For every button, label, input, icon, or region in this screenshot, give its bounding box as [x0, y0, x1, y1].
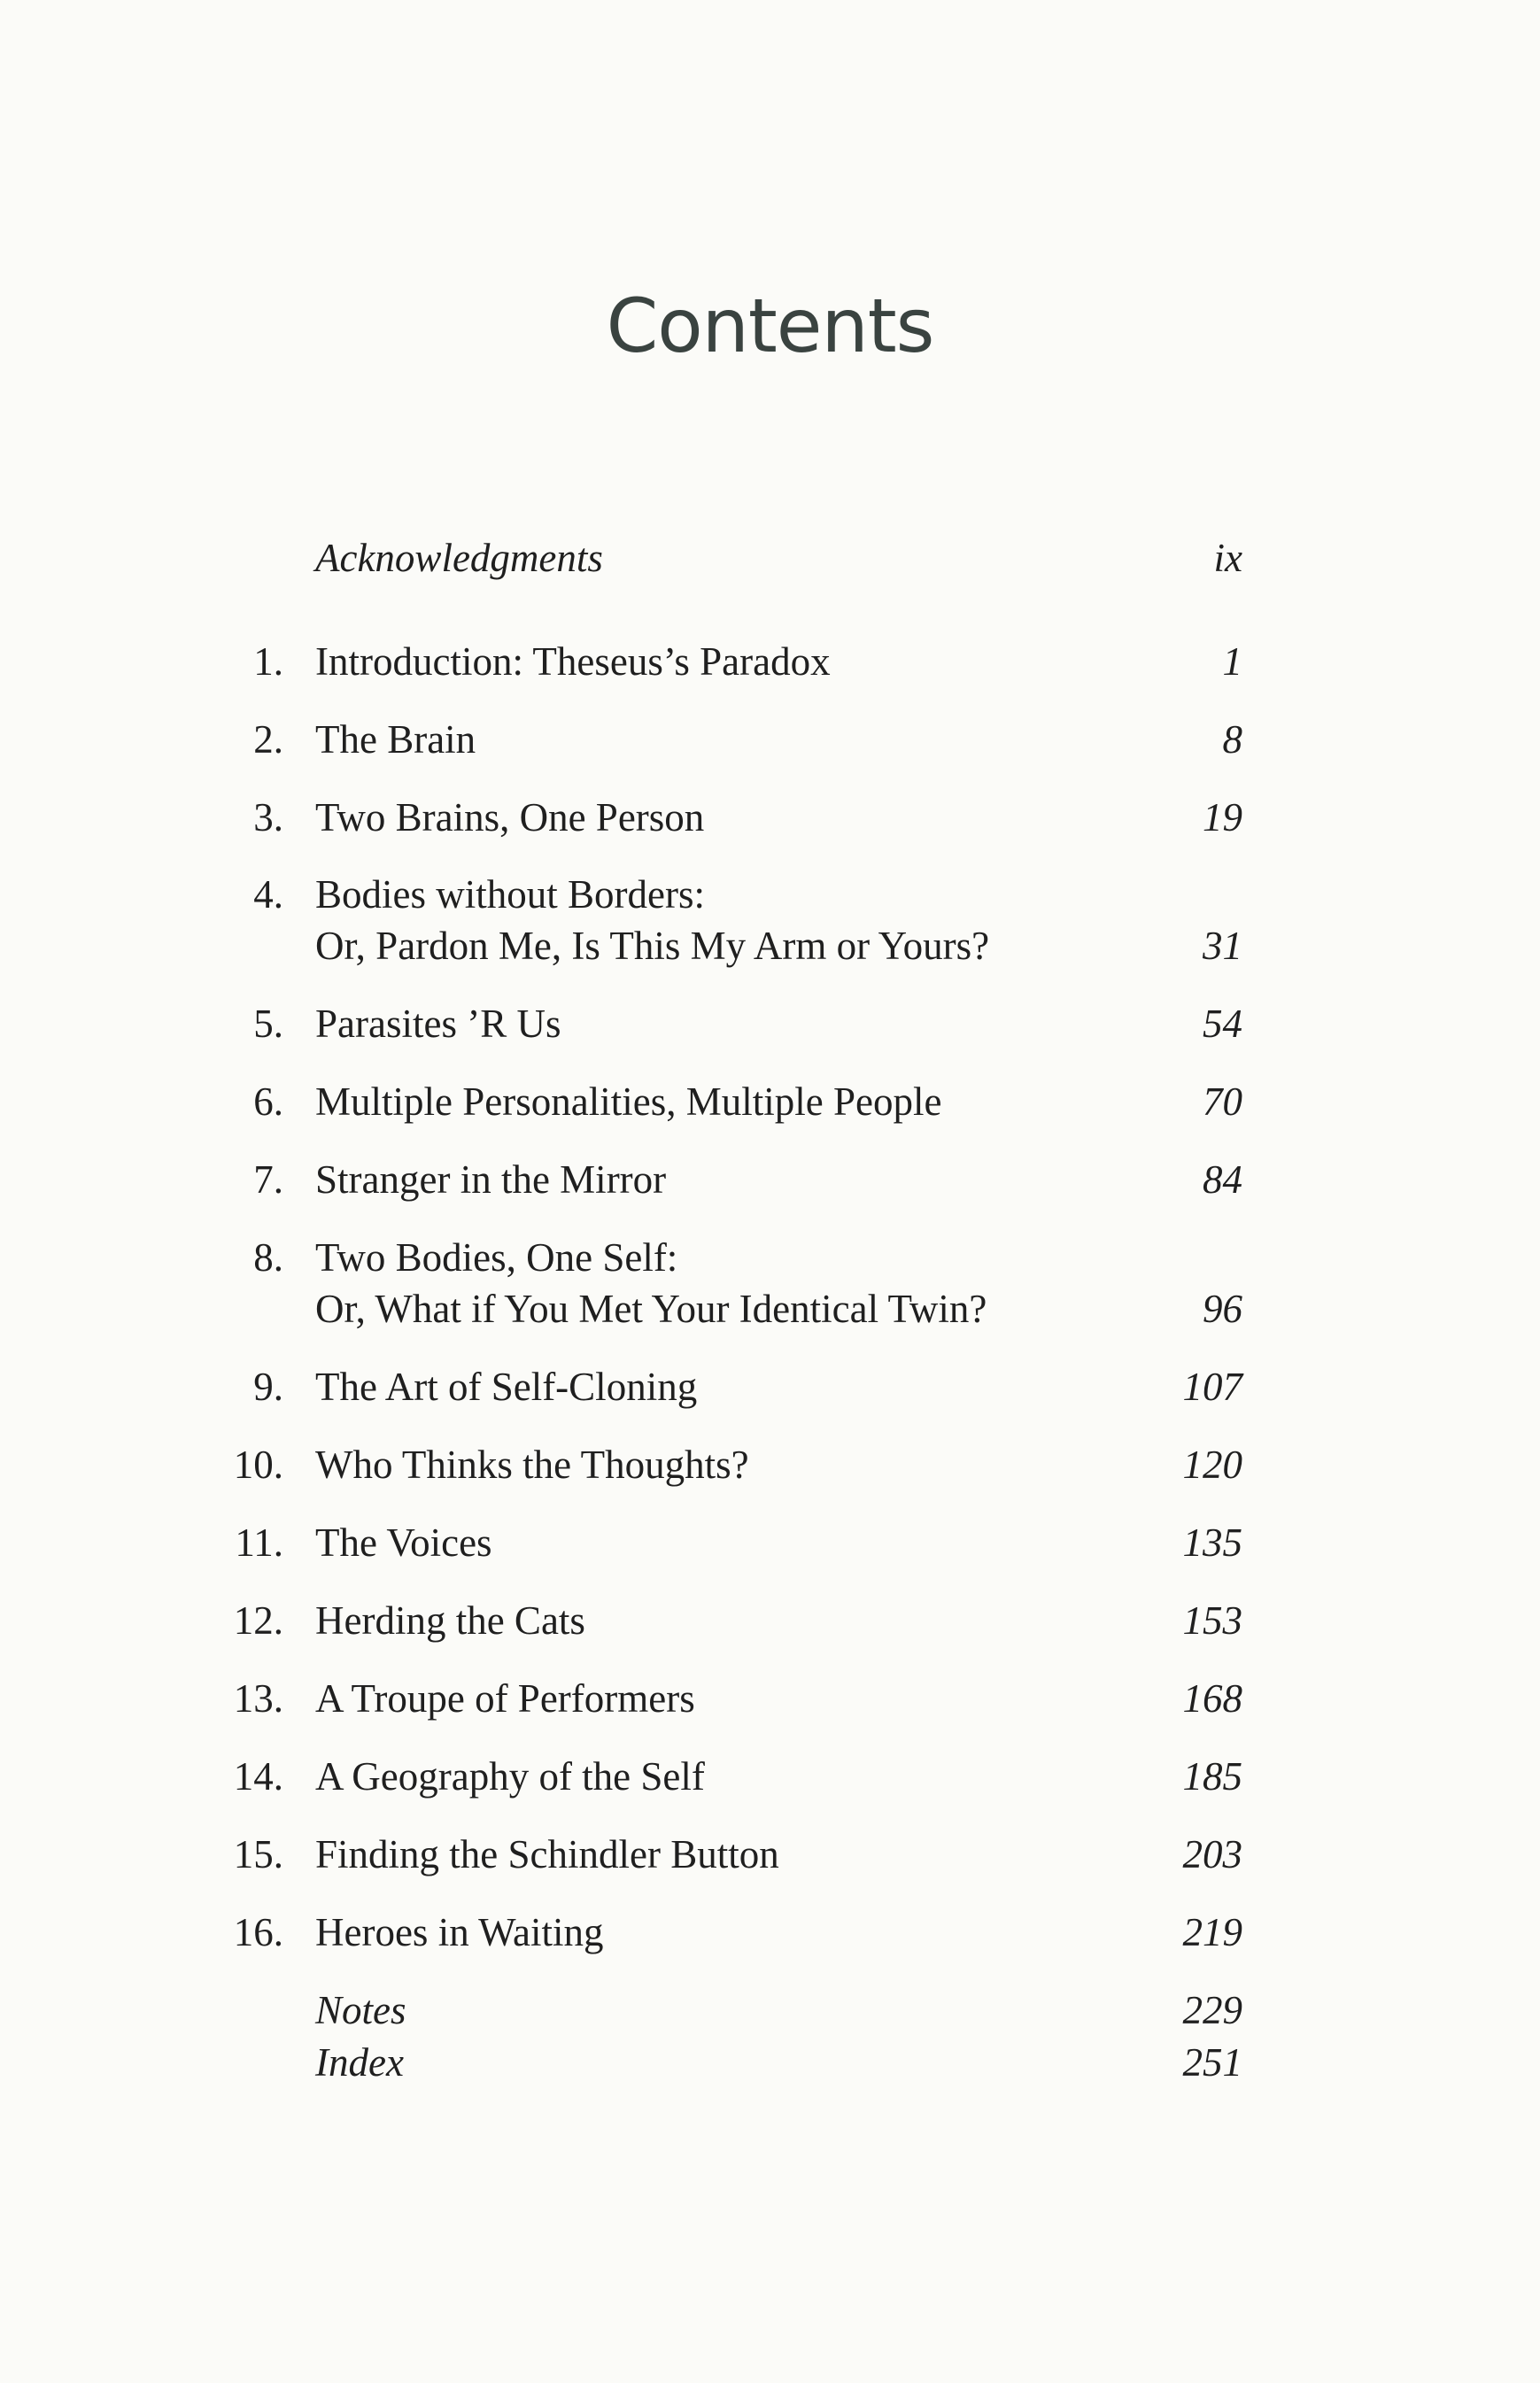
toc-entry-chapter-15[interactable] [315, 1829, 779, 1880]
toc-entry-label-line-2: Or, What if You Met Your Identical Twin? [315, 1287, 987, 1331]
toc-entry-label-line-1: Two Bodies, One Self: [315, 1235, 678, 1280]
toc-entry-chapter-14[interactable] [315, 1751, 705, 1802]
toc-entry-label: Herding the Cats [315, 1598, 585, 1643]
toc-entry-label-line-1: Bodies without Borders: [315, 872, 705, 917]
toc-entry-page: 54 [1203, 1002, 1242, 1046]
toc-entry-label: Finding the Schindler Button [315, 1832, 779, 1876]
toc-entry-page: 229 [1182, 1988, 1242, 2032]
chapter-number: 9. [253, 1365, 283, 1409]
toc-entry-page: 251 [1182, 2040, 1242, 2085]
chapter-number: 4. [253, 872, 283, 917]
toc-entry-page: 107 [1182, 1365, 1242, 1409]
toc-entry-chapter-7[interactable] [315, 1154, 666, 1205]
toc-entry-chapter-4[interactable] [315, 869, 989, 971]
toc-entry-label: Notes [315, 1988, 406, 2032]
chapter-number: 6. [253, 1079, 283, 1124]
toc-entry-page: 1 [1222, 639, 1242, 684]
chapter-number: 7. [253, 1157, 283, 1202]
toc-entry-label: A Troupe of Performers [315, 1676, 695, 1721]
toc-entry-label: The Voices [315, 1520, 492, 1565]
toc-entry-chapter-9[interactable] [315, 1361, 697, 1412]
toc-entry-chapter-3[interactable] [315, 792, 704, 843]
toc-entry-page: 84 [1203, 1157, 1242, 1202]
toc-entry-label: Heroes in Waiting [315, 1910, 604, 1954]
toc-entry-label: Index [315, 2040, 404, 2085]
chapter-number: 15. [233, 1832, 283, 1876]
chapter-number: 14. [233, 1754, 283, 1799]
toc-entry-chapter-1[interactable] [315, 636, 831, 687]
toc-entry-chapter-11[interactable] [315, 1517, 492, 1568]
toc-entry-page: 153 [1182, 1598, 1242, 1643]
chapter-number: 10. [233, 1443, 283, 1487]
toc-entry-chapter-6[interactable] [315, 1076, 941, 1127]
toc-entry-page: 31 [1203, 924, 1242, 968]
toc-entry-page: 135 [1182, 1520, 1242, 1565]
chapter-number: 12. [233, 1598, 283, 1643]
toc-entry-index[interactable] [315, 2037, 404, 2088]
chapter-number: 16. [233, 1910, 283, 1954]
page-title: Contents [606, 282, 934, 369]
toc-entry-label: A Geography of the Self [315, 1754, 705, 1799]
toc-entry-label: Two Brains, One Person [315, 795, 705, 839]
toc-entry-label: The Art of Self-Cloning [315, 1365, 698, 1409]
toc-entry-label: Acknowledgments [315, 536, 603, 580]
toc-entry-chapter-12[interactable] [315, 1595, 585, 1646]
toc-entry-page: 8 [1222, 717, 1242, 762]
toc-entry-chapter-5[interactable] [315, 998, 561, 1049]
toc-entry-notes[interactable] [315, 1985, 406, 2036]
chapter-number: 5. [253, 1002, 283, 1046]
toc-entry-page: 219 [1182, 1910, 1242, 1954]
toc-entry-label-line-2: Or, Pardon Me, Is This My Arm or Yours? [315, 924, 990, 968]
chapter-number: 8. [253, 1235, 283, 1280]
chapter-number: 1. [253, 639, 283, 684]
chapter-number: 3. [253, 795, 283, 839]
chapter-number: 2. [253, 717, 283, 762]
toc-entry-chapter-2[interactable] [315, 714, 476, 765]
toc-entry-chapter-13[interactable] [315, 1673, 695, 1724]
toc-entry-label: Stranger in the Mirror [315, 1157, 667, 1202]
chapter-number: 13. [233, 1676, 283, 1721]
toc-entry-label: Introduction: Theseus’s Paradox [315, 639, 831, 684]
toc-entry-chapter-16[interactable] [315, 1907, 603, 1958]
toc-entry-page: 168 [1182, 1676, 1242, 1721]
toc-entry-page: ix [1213, 536, 1242, 580]
toc-entry-label: Parasites ’R Us [315, 1002, 561, 1046]
toc-entry-page: 19 [1203, 795, 1242, 839]
toc-entry-label: The Brain [315, 717, 476, 762]
toc-entry-page: 120 [1182, 1443, 1242, 1487]
toc-entry-page: 96 [1203, 1287, 1242, 1331]
toc-entry-label: Who Thinks the Thoughts? [315, 1443, 749, 1487]
toc-entry-page: 185 [1182, 1754, 1242, 1799]
chapter-number: 11. [235, 1520, 283, 1565]
toc-entry-acknowledgments[interactable] [315, 532, 603, 584]
toc-entry-chapter-10[interactable] [315, 1439, 749, 1490]
toc-entry-page: 203 [1182, 1832, 1242, 1876]
toc-entry-chapter-8[interactable] [315, 1232, 987, 1335]
toc-entry-label: Multiple Personalities, Multiple People [315, 1079, 942, 1124]
toc-entry-page: 70 [1203, 1079, 1242, 1124]
